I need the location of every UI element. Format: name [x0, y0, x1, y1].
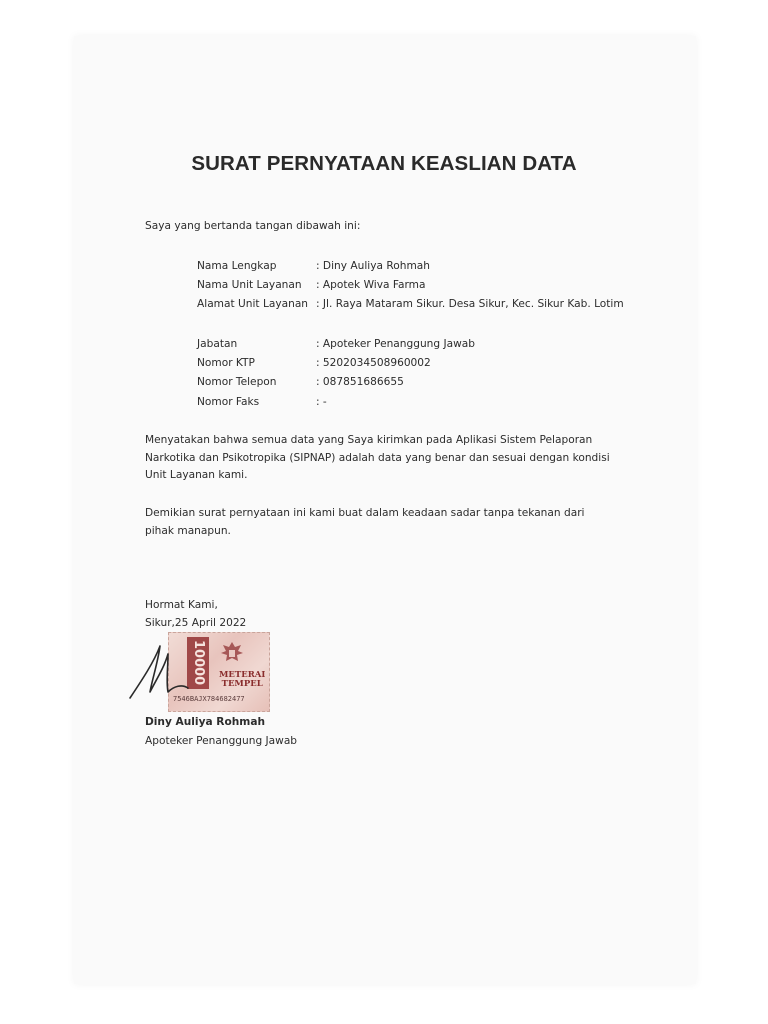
signature-icon — [122, 640, 202, 708]
stamp-serial: 7546BAJX784682477 — [173, 695, 245, 703]
field-value-telepon: : 087851686655 — [316, 376, 404, 388]
field-value-jabatan: : Apoteker Penanggung Jawab — [316, 338, 475, 350]
field-label-faks: Nomor Faks — [197, 396, 260, 408]
field-value-faks: : - — [316, 396, 327, 408]
field-label-nama-unit: Nama Unit Layanan — [197, 279, 302, 291]
field-label-ktp: Nomor KTP — [197, 357, 255, 369]
signer-name: Diny Auliya Rohmah — [145, 716, 266, 728]
field-value-ktp: : 5202034508960002 — [316, 357, 431, 369]
stamp-nominal: 10000 — [187, 637, 209, 689]
closing-paragraph: Demikian surat pernyataan ini kami buat dalam keadaan sadar tanpa tekanan dari pihak manapun. — [145, 507, 585, 537]
garuda-emblem-icon — [217, 639, 247, 669]
field-label-alamat: Alamat Unit Layanan — [197, 298, 309, 310]
salutation: Hormat Kami, — [145, 599, 218, 611]
field-value-nama-unit: : Apotek Wiva Farma — [316, 279, 426, 291]
field-label-jabatan: Jabatan — [197, 338, 238, 350]
field-value-alamat: : Jl. Raya Mataram Sikur. Desa Sikur, Kec. Sikur Kab. Lotim — [316, 298, 624, 310]
statement-paragraph: Menyatakan bahwa semua data yang Saya kirimkan pada Aplikasi Sistem Pelaporan Narkotika dan Psikotropika (SIPNAP) adalah data yang benar dan sesuai dengan kondisi Unit Layanan kami. — [145, 434, 610, 481]
stamp-label-line2: TEMPEL — [221, 679, 263, 689]
place-date: Sikur,25 April 2022 — [145, 617, 247, 629]
signer-position: Apoteker Penanggung Jawab — [145, 735, 298, 747]
document-title: SURAT PERNYATAAN KEASLIAN DATA — [191, 152, 577, 175]
stamp-label — [219, 671, 265, 689]
field-value-nama-lengkap: : Diny Auliya Rohmah — [316, 260, 430, 272]
intro-text: Saya yang bertanda tangan dibawah ini: — [145, 220, 361, 232]
stamp-label-line1: METERAI — [219, 670, 266, 680]
field-label-nama-lengkap: Nama Lengkap — [197, 260, 277, 272]
field-label-telepon: Nomor Telepon — [197, 376, 277, 388]
